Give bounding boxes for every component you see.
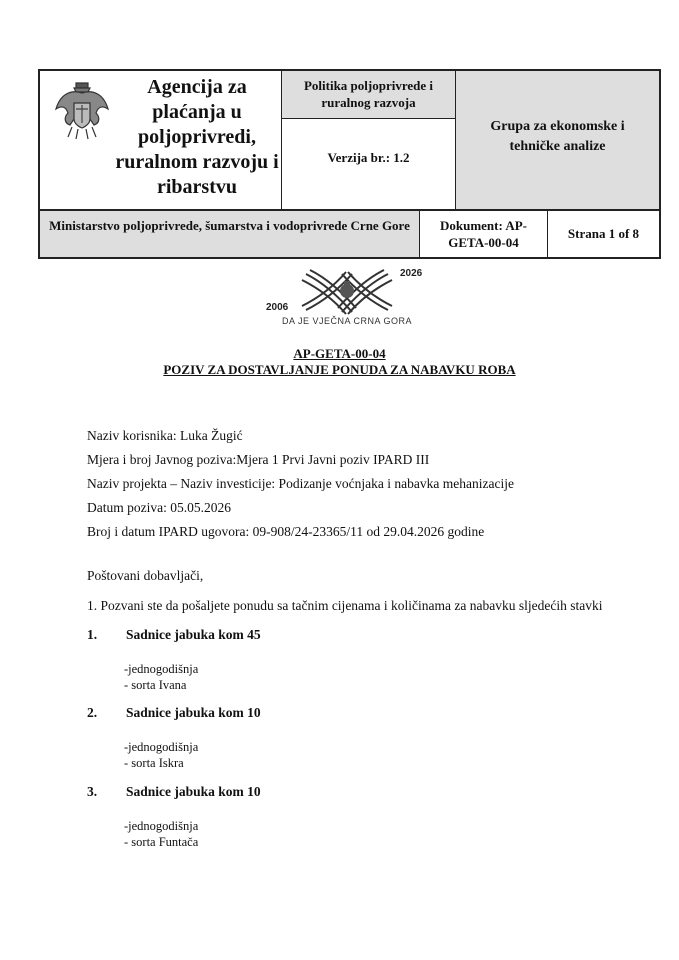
item-detail: - sorta Iskra (124, 756, 184, 770)
document-title (0, 346, 679, 378)
ministry-cell (40, 211, 420, 257)
intro-paragraph: 1. Pozvani ste da pošaljete ponudu sa tačnim cijenama i količinama za nabavku sljedećih stavki (87, 598, 603, 613)
contract-line: Broj i datum IPARD ugovora: 09-908/24-23365/11 od 29.04.2026 godine (87, 524, 485, 539)
document-code-cell (420, 211, 548, 257)
item-detail: - sorta Ivana (124, 678, 187, 692)
agency-line: Agencija za (147, 76, 247, 98)
logo-motto: DA JE VJEČNA CRNA GORA (281, 316, 413, 326)
agency-line: plaćanja u (152, 101, 242, 123)
title-heading: POZIV ZA DOSTAVLJANJE PONUDA ZA NABAVKU ROBA (163, 362, 516, 377)
agency-line: ruralnom razvoju i (115, 151, 279, 173)
item-detail: -jednogodišnja (124, 819, 199, 833)
beneficiary-name: Naziv korisnika: Luka Žugić (87, 428, 243, 443)
item-title: Sadnice jabuka kom 10 (126, 705, 261, 720)
item-number: 3. (87, 784, 98, 799)
project-line: Naziv projekta – Naziv investicije: Podizanje voćnjaka i nabavka mehanizacije (87, 476, 514, 491)
item-title: Sadnice jabuka kom 45 (126, 627, 261, 642)
item-number: 2. (87, 705, 98, 720)
version-text: Verzija br.: 1.2 (327, 150, 410, 165)
item-detail: -jednogodišnja (124, 662, 199, 676)
logo-year-start: 2006 (266, 302, 289, 313)
item-title: Sadnice jabuka kom 10 (126, 784, 261, 799)
policy-text: Politika poljoprivrede i ruralnog razvoja (303, 78, 434, 110)
group-cell (456, 71, 659, 209)
title-code: AP-GETA-00-04 (293, 346, 386, 361)
page-number-cell (548, 211, 659, 257)
document-code-text: Dokument: AP-GETA-00-04 (439, 218, 528, 250)
agency-cell (40, 71, 282, 209)
coat-of-arms-icon (54, 79, 110, 143)
document-header-table (38, 69, 661, 259)
ministry-text: Ministarstvo poljoprivrede, šumarstva i vodoprivrede Crne Gore (49, 218, 410, 233)
policy-cell (282, 71, 456, 119)
agency-line: poljoprivredi, (138, 126, 256, 148)
invitation-date: Datum poziva: 05.05.2026 (87, 500, 231, 515)
group-text: Grupa za ekonomske i tehničke analize (490, 119, 625, 154)
greeting: Poštovani dobavljači, (87, 568, 204, 583)
logo-year-end: 2026 (400, 268, 423, 279)
item-detail: -jednogodišnja (124, 740, 199, 754)
agency-line: ribarstvu (157, 176, 237, 198)
jubilee-logo (262, 266, 432, 328)
version-cell (282, 119, 456, 209)
measure-line: Mjera i broj Javnog poziva:Mjera 1 Prvi Javni poziv IPARD III (87, 452, 430, 467)
agency-name (114, 75, 280, 200)
item-number: 1. (87, 627, 98, 642)
page-number-text: Strana 1 of 8 (567, 226, 640, 241)
item-detail: - sorta Funtača (124, 835, 199, 849)
header-bottom-row (40, 209, 659, 257)
